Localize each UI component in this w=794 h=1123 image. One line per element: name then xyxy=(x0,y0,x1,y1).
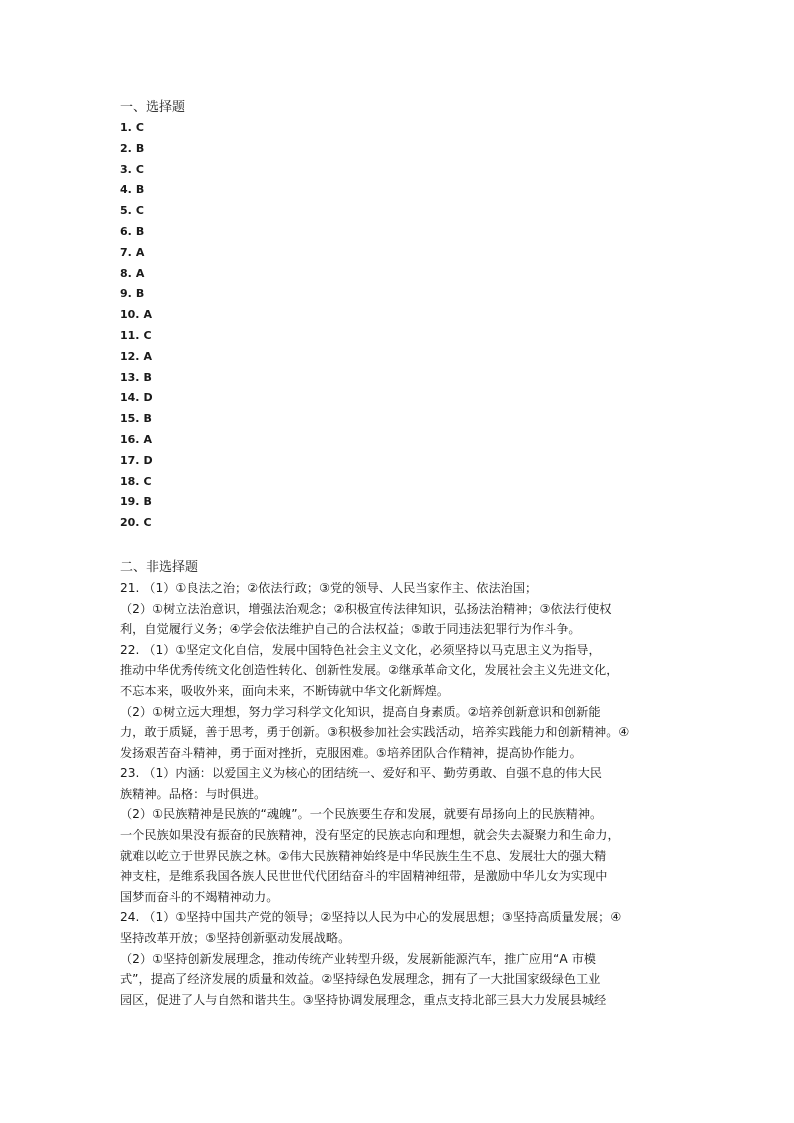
non-choice-answers xyxy=(120,578,680,1010)
section-title-multiple-choice: 一、选择题 xyxy=(120,100,186,115)
answer-text-line: 利，自觉履行义务；④学会依法维护自己的合法权益；⑤敢于同违法犯罪行为作斗争。 xyxy=(120,622,581,637)
answer-text-line: 就难以屹立于世界民族之林。②伟大民族精神始终是中华民族生生不息、发展壮大的强大精 xyxy=(120,848,607,863)
answer-item: 8. A xyxy=(120,266,145,280)
answer-item: 1. C xyxy=(120,121,144,134)
answer-item: 5. C xyxy=(120,204,144,218)
answer-item: 6. B xyxy=(120,224,145,238)
answer-item: 15. B xyxy=(120,412,152,426)
section-gap xyxy=(120,534,680,558)
answer-item: 3. C xyxy=(120,162,144,176)
answer-text-line: 式”，提高了经济发展的质量和效益。②坚持绿色发展理念，拥有了一大批国家级绿色工业 xyxy=(120,972,601,987)
answer-item: 13. B xyxy=(120,370,152,384)
answer-text-line: 国梦而奋斗的不竭精神动力。 xyxy=(120,889,279,904)
answer-text-line: 力，敢于质疑，善于思考，勇于创新。③积极参加社会实践活动，培养实践能力和创新精神。④ xyxy=(120,725,630,740)
answer-key xyxy=(120,98,680,1010)
answer-item: 2. B xyxy=(120,141,145,155)
answer-item: 20. C xyxy=(120,516,152,530)
answer-text-line: 坚持改革开放；⑤坚持创新驱动发展战略。 xyxy=(120,931,351,946)
answer-item: 7. A xyxy=(120,245,145,259)
answer-text-line: 23. （1）内涵：以爱国主义为核心的团结统一、爱好和平、勤劳勇敢、自强不息的伟大民 xyxy=(120,766,602,781)
answer-item: 14. D xyxy=(120,391,153,405)
answer-text-line: 园区，促进了人与自然和谐共生。③坚持协调发展理念，重点支持北部三县大力发展县城经 xyxy=(120,992,607,1007)
answer-text-line: 24. （1）①坚持中国共产党的领导；②坚持以人民为中心的发展思想；③坚持高质量发展；④ xyxy=(120,910,622,925)
answer-text-line: 21. （1）①良法之治；②依法行政；③党的领导、人民当家作主、依法治国； xyxy=(120,580,538,595)
answer-text-line: （2）①树立远大理想，努力学习科学文化知识，提高自身素质。②培养创新意识和创新能 xyxy=(120,704,601,719)
answer-text-line: （2）①坚持创新发展理念，推动传统产业转型升级，发展新能源汽车，推广应用“A 市模 xyxy=(120,951,596,966)
answer-text-line: 发扬艰苦奋斗精神，勇于面对挫折，克服困难。⑤培养团队合作精神，提高协作能力。 xyxy=(120,745,582,760)
choice-answer-list xyxy=(120,118,680,534)
answer-text-line: 族精神。品格：与时俱进。 xyxy=(120,786,267,801)
answer-item: 17. D xyxy=(120,453,153,467)
answer-text-line: 不忘本来，吸收外来，面向未来，不断铸就中华文化新辉煌。 xyxy=(120,683,450,698)
answer-text-line: 推动中华优秀传统文化创造性转化、创新性发展。②继承革命文化，发展社会主义先进文化， xyxy=(120,663,619,678)
answer-item: 10. A xyxy=(120,308,153,322)
answer-item: 11. C xyxy=(120,328,152,342)
answer-item: 12. A xyxy=(120,349,153,363)
answer-item: 19. B xyxy=(120,495,152,509)
answer-text-line: （2）①树立法治意识，增强法治观念；②积极宣传法律知识，弘扬法治精神；③依法行使权 xyxy=(120,601,612,616)
answer-text-line: 神支柱，是维系我国各族人民世世代代团结奋斗的牢固精神纽带，是激励中华儿女为实现中 xyxy=(120,869,608,884)
section-title-non-choice: 二、非选择题 xyxy=(120,559,199,575)
answer-item: 18. C xyxy=(120,474,152,488)
answer-text-line: 一个民族如果没有振奋的民族精神，没有坚定的民族志向和理想，就会失去凝聚力和生命力， xyxy=(120,828,620,843)
answer-item: 9. B xyxy=(120,287,145,301)
answer-text-line: 22. （1）①坚定文化自信，发展中国特色社会主义文化，必须坚持以马克思主义为指导， xyxy=(120,642,601,657)
answer-item: 16. A xyxy=(120,432,153,446)
answer-text-line: （2）①民族精神是民族的“魂魄”。一个民族要生存和发展，就要有昂扬向上的民族精神。 xyxy=(120,807,603,822)
answer-item: 4. B xyxy=(120,183,145,197)
